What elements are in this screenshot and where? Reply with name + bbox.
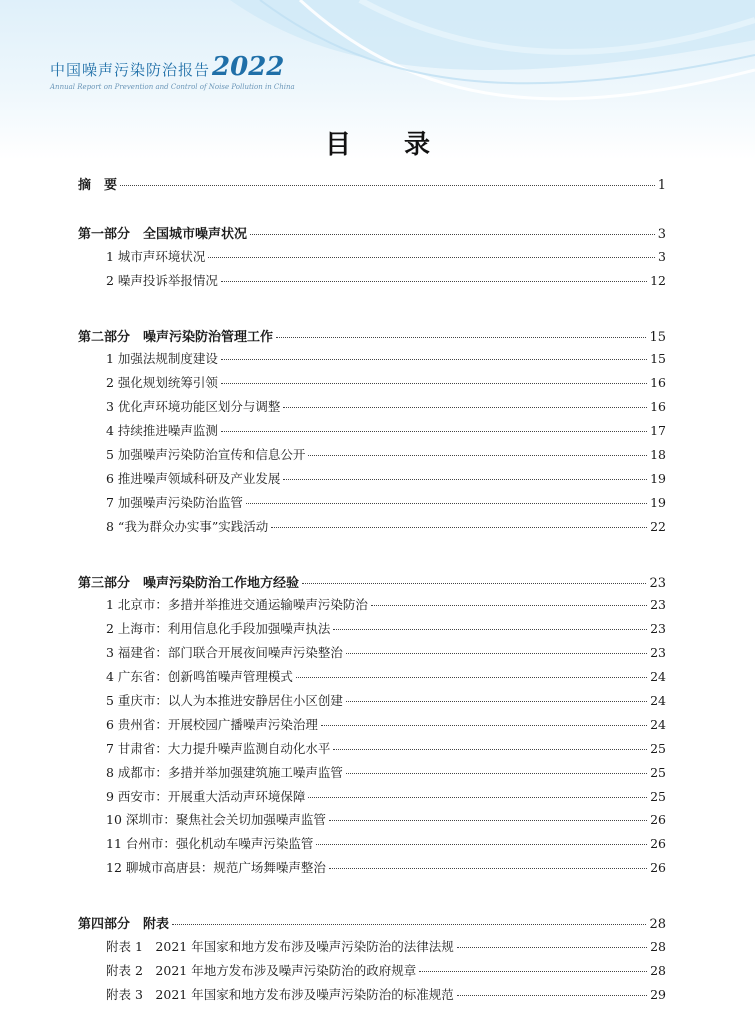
toc-item-label: 3 福建省：部门联合开展夜间噪声污染整治 bbox=[106, 645, 343, 661]
toc-item-entry[interactable] bbox=[78, 739, 666, 763]
toc-item-page: 24 bbox=[650, 716, 666, 732]
toc-item-label: 5 重庆市：以人为本推进安静居住小区创建 bbox=[106, 693, 343, 709]
toc-item-label: 1 城市声环境状况 bbox=[106, 248, 206, 264]
toc-item-page: 25 bbox=[650, 740, 666, 756]
toc-item-entry[interactable] bbox=[78, 247, 666, 271]
toc-item-label: 1 北京市：多措并举推进交通运输噪声污染防治 bbox=[106, 597, 368, 613]
toc-item-entry[interactable] bbox=[78, 397, 666, 421]
table-of-contents bbox=[78, 174, 666, 1009]
toc-item-entry[interactable] bbox=[78, 763, 666, 787]
leader-dots bbox=[221, 431, 647, 432]
toc-part-entry[interactable] bbox=[78, 223, 666, 247]
toc-part-label: 第四部分 附表 bbox=[78, 917, 170, 933]
toc-item-label: 10 深圳市：聚焦社会关切加强噪声监管 bbox=[106, 812, 326, 828]
toc-item-label: 6 推进噪声领域科研及产业发展 bbox=[106, 470, 281, 486]
toc-item-entry[interactable] bbox=[78, 517, 666, 541]
spacer bbox=[78, 541, 666, 572]
toc-part-label: 第三部分 噪声污染防治工作地方经验 bbox=[78, 575, 300, 591]
toc-item-label: 附表 3 2021 年国家和地方发布涉及噪声污染防治的标准规范 bbox=[106, 986, 454, 1002]
toc-item-page: 29 bbox=[650, 986, 666, 1002]
toc-item-page: 23 bbox=[650, 645, 666, 661]
leader-dots bbox=[250, 234, 655, 235]
leader-dots bbox=[457, 995, 647, 996]
toc-entry-page: 1 bbox=[657, 178, 666, 193]
toc-item-page: 28 bbox=[650, 939, 666, 955]
leader-dots bbox=[308, 455, 647, 456]
toc-item-page: 23 bbox=[650, 621, 666, 637]
toc-item-page: 25 bbox=[650, 788, 666, 804]
toc-item-label: 3 优化声环境功能区划分与调整 bbox=[106, 399, 281, 415]
toc-item-page: 26 bbox=[650, 860, 666, 876]
leader-dots bbox=[321, 725, 647, 726]
leader-dots bbox=[283, 479, 647, 480]
toc-item-page: 26 bbox=[650, 836, 666, 852]
leader-dots bbox=[172, 924, 646, 925]
leader-dots bbox=[457, 947, 647, 948]
toc-item-entry[interactable] bbox=[78, 595, 666, 619]
toc-item-entry[interactable] bbox=[78, 445, 666, 469]
toc-item-entry[interactable] bbox=[78, 493, 666, 517]
toc-item-page: 19 bbox=[650, 494, 666, 510]
toc-item-page: 22 bbox=[650, 518, 666, 534]
toc-item-page: 26 bbox=[650, 812, 666, 828]
toc-item-label: 附表 2 2021 年地方发布涉及噪声污染防治的政府规章 bbox=[106, 962, 417, 978]
spacer bbox=[78, 882, 666, 913]
toc-item-label: 11 台州市：强化机动车噪声污染监管 bbox=[106, 836, 314, 852]
toc-entry-label: 摘 要 bbox=[78, 178, 118, 193]
toc-item-entry[interactable] bbox=[78, 271, 666, 295]
toc-item-label: 8 “我为群众办实事”实践活动 bbox=[106, 518, 269, 534]
toc-part-label: 第一部分 全国城市噪声状况 bbox=[78, 226, 248, 242]
toc-item-entry[interactable] bbox=[78, 834, 666, 858]
report-title-text: 中国噪声污染防治报告 bbox=[50, 61, 211, 79]
toc-part-page: 23 bbox=[649, 575, 666, 591]
leader-dots bbox=[329, 820, 647, 821]
leader-dots bbox=[276, 337, 646, 338]
leader-dots bbox=[283, 407, 647, 408]
toc-item-page: 25 bbox=[650, 764, 666, 780]
leader-dots bbox=[302, 583, 646, 584]
toc-part-entry[interactable] bbox=[78, 572, 666, 596]
toc-item-page: 15 bbox=[650, 351, 666, 367]
toc-item-entry[interactable] bbox=[78, 810, 666, 834]
toc-part-page: 15 bbox=[649, 329, 666, 345]
toc-part-page: 3 bbox=[657, 226, 666, 242]
toc-item-label: 1 加强法规制度建设 bbox=[106, 351, 218, 367]
leader-dots bbox=[308, 797, 647, 798]
leader-dots bbox=[333, 629, 647, 630]
leader-dots bbox=[346, 701, 647, 702]
toc-item-page: 28 bbox=[650, 962, 666, 978]
leader-dots bbox=[120, 185, 655, 186]
toc-item-label: 附表 1 2021 年国家和地方发布涉及噪声污染防治的法律法规 bbox=[106, 939, 454, 955]
toc-item-entry[interactable] bbox=[78, 469, 666, 493]
toc-item-label: 2 上海市：利用信息化手段加强噪声执法 bbox=[106, 621, 331, 637]
toc-item-entry[interactable] bbox=[78, 961, 666, 985]
toc-item-entry[interactable] bbox=[78, 349, 666, 373]
toc-item-label: 4 持续推进噪声监测 bbox=[106, 423, 218, 439]
toc-item-label: 12 聊城市高唐县：规范广场舞噪声整治 bbox=[106, 860, 326, 876]
leader-dots bbox=[271, 527, 647, 528]
report-year: 2022 bbox=[212, 52, 285, 82]
toc-item-label: 7 甘肃省：大力提升噪声监测自动化水平 bbox=[106, 740, 331, 756]
toc-item-entry[interactable] bbox=[78, 787, 666, 811]
leader-dots bbox=[419, 971, 647, 972]
toc-item-page: 3 bbox=[658, 248, 666, 264]
spacer bbox=[78, 295, 666, 326]
leader-dots bbox=[296, 677, 647, 678]
toc-item-page: 17 bbox=[650, 423, 666, 439]
toc-item-page: 19 bbox=[650, 470, 666, 486]
leader-dots bbox=[246, 503, 647, 504]
toc-item-label: 2 噪声投诉举报情况 bbox=[106, 272, 218, 288]
toc-item-page: 16 bbox=[650, 399, 666, 415]
toc-item-entry[interactable] bbox=[78, 667, 666, 691]
toc-item-label: 4 广东省：创新鸣笛噪声管理模式 bbox=[106, 669, 293, 685]
toc-item-label: 5 加强噪声污染防治宣传和信息公开 bbox=[106, 447, 306, 463]
toc-item-label: 2 强化规划统筹引领 bbox=[106, 375, 218, 391]
toc-item-entry[interactable] bbox=[78, 373, 666, 397]
leader-dots bbox=[221, 359, 647, 360]
toc-item-entry[interactable] bbox=[78, 715, 666, 739]
toc-item-label: 9 西安市：开展重大活动声环境保障 bbox=[106, 788, 306, 804]
toc-item-entry[interactable] bbox=[78, 691, 666, 715]
toc-item-label: 8 成都市：多措并举加强建筑施工噪声监管 bbox=[106, 764, 343, 780]
leader-dots bbox=[221, 281, 647, 282]
toc-item-entry[interactable] bbox=[78, 858, 666, 882]
toc-item-entry[interactable] bbox=[78, 985, 666, 1009]
toc-part-entry[interactable] bbox=[78, 326, 666, 350]
toc-item-page: 24 bbox=[650, 693, 666, 709]
leader-dots bbox=[221, 383, 647, 384]
spacer bbox=[78, 198, 666, 223]
toc-item-entry[interactable] bbox=[78, 619, 666, 643]
toc-item-label: 7 加强噪声污染防治监管 bbox=[106, 494, 243, 510]
leader-dots bbox=[333, 749, 647, 750]
toc-item-page: 18 bbox=[650, 447, 666, 463]
toc-item-entry[interactable] bbox=[78, 643, 666, 667]
toc-item-page: 24 bbox=[650, 669, 666, 685]
toc-part-entry[interactable] bbox=[78, 913, 666, 937]
toc-part-page: 28 bbox=[649, 917, 666, 933]
report-title bbox=[50, 52, 284, 82]
toc-item-entry[interactable] bbox=[78, 421, 666, 445]
toc-item-page: 12 bbox=[650, 272, 666, 288]
toc-item-page: 16 bbox=[650, 375, 666, 391]
report-subtitle: Annual Report on Prevention and Control of Noise Pollution in China bbox=[50, 83, 295, 91]
leader-dots bbox=[329, 868, 647, 869]
leader-dots bbox=[346, 773, 647, 774]
toc-entry-abstract[interactable] bbox=[78, 174, 666, 198]
leader-dots bbox=[316, 844, 647, 845]
toc-item-entry[interactable] bbox=[78, 937, 666, 961]
toc-part-label: 第二部分 噪声污染防治管理工作 bbox=[78, 329, 274, 345]
leader-dots bbox=[346, 653, 647, 654]
leader-dots bbox=[371, 605, 647, 606]
toc-item-page: 23 bbox=[650, 597, 666, 613]
toc-heading: 目 录 bbox=[324, 130, 453, 160]
leader-dots bbox=[208, 257, 655, 258]
toc-item-label: 6 贵州省：开展校园广播噪声污染治理 bbox=[106, 716, 318, 732]
